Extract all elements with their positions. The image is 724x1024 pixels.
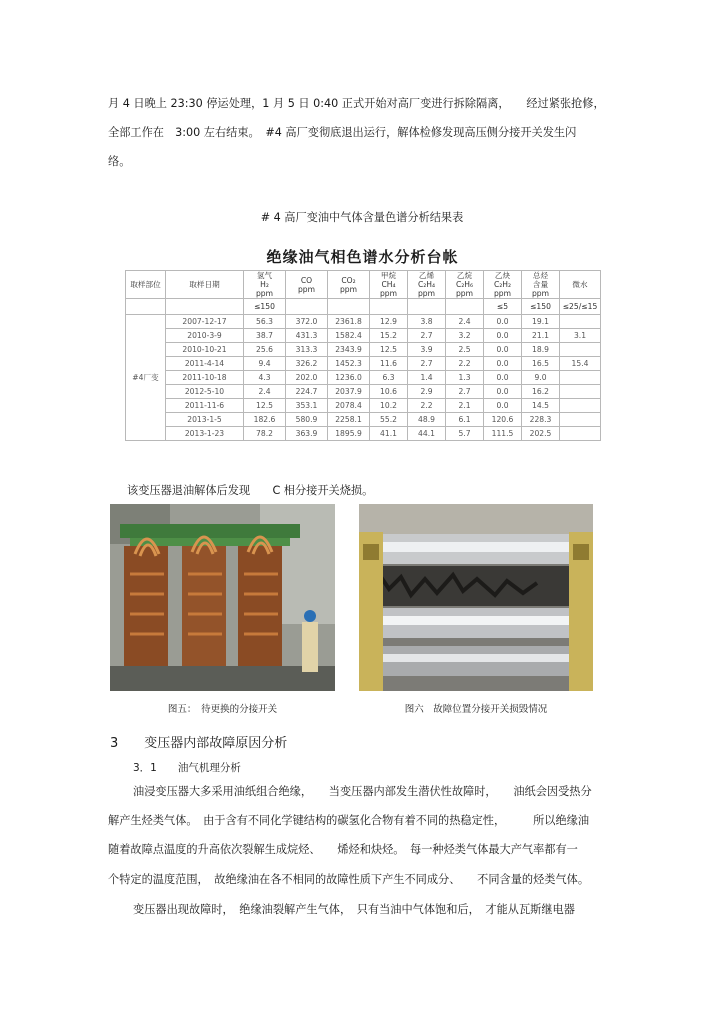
table-cell: 202.0 [286,371,328,385]
table-cell: 372.0 [286,315,328,329]
table-cell: 1236.0 [328,371,370,385]
table-cell: 48.9 [408,413,446,427]
table-cell: 56.3 [244,315,286,329]
section-3-para-line-4: 个特定的温度范围， 故绝缘油在各不相同的故障性质下产生不同成分、 不同含量的烃类气体。 [108,873,590,886]
table-row [126,343,601,357]
table-caption: # 4 高厂变油中气体含量色谱分析结果表 [260,211,464,224]
table-cell: 3.1 [560,329,601,343]
table-cell: 19.1 [522,315,560,329]
tap-changer-photo [110,504,335,691]
sample-date-cell: 2012-5-10 [166,385,244,399]
section-3-1-heading: 3．1 油气机理分析 [133,762,241,774]
table-cell: 6.1 [446,413,484,427]
table-row [126,371,601,385]
table-cell: 3.9 [408,343,446,357]
table-cell: 326.2 [286,357,328,371]
table-cell: 12.5 [244,399,286,413]
sample-date-cell: 2013-1-23 [166,427,244,441]
table-cell: 4.3 [244,371,286,385]
table-cell: 2.4 [446,315,484,329]
table-cell: 2.9 [408,385,446,399]
table-cell: 15.4 [560,357,601,371]
table-header-cell: 乙烯 C₂H₄ ppm [408,271,446,299]
table-limit-cell [446,299,484,315]
table-limit-cell [408,299,446,315]
table-limit-row [126,299,601,315]
after-table-text: 该变压器退油解体后发现 C 相分接开关烧损。 [127,484,374,497]
table-limit-cell: ≤150 [522,299,560,315]
table-cell: 6.3 [370,371,408,385]
table-cell: 11.6 [370,357,408,371]
table-cell: 18.9 [522,343,560,357]
table-cell: 2.7 [446,385,484,399]
table-cell [560,413,601,427]
table-row [126,357,601,371]
table-cell: 431.3 [286,329,328,343]
table-cell: 0.0 [484,385,522,399]
table-cell: 12.5 [370,343,408,357]
table-cell: 2.7 [408,329,446,343]
table-cell: 0.0 [484,357,522,371]
table-limit-cell: ≤5 [484,299,522,315]
section-3-para-line-5: 变压器出现故障时， 绝缘油裂解产生气体， 只有当油中气体饱和后， 才能从瓦斯继电器 [133,903,575,916]
table-row [126,315,601,329]
table-cell: 16.5 [522,357,560,371]
tap-changer-illustration [110,504,335,691]
table-cell: 224.7 [286,385,328,399]
table-cell: 9.0 [522,371,560,385]
table-title: 绝缘油气相色谱水分析台帐 [266,248,459,266]
table-row [126,427,601,441]
section-3-heading: 3 变压器内部故障原因分析 [110,736,288,751]
damaged-tap-changer-photo [359,504,593,691]
table-cell: 0.0 [484,371,522,385]
table-header-cell: 乙炔 C₂H₂ ppm [484,271,522,299]
gas-analysis-table [125,270,601,441]
table-cell: 2.7 [408,357,446,371]
table-limit-cell [166,299,244,315]
table-cell: 2.1 [446,399,484,413]
table-cell [560,427,601,441]
table-header-cell: CO ppm [286,271,328,299]
table-cell: 1.3 [446,371,484,385]
table-limit-cell: ≤25/≤15 [560,299,601,315]
table-header-cell: 总烃 含量 ppm [522,271,560,299]
table-cell: 15.2 [370,329,408,343]
table-cell: 182.6 [244,413,286,427]
table-limit-cell [328,299,370,315]
table-cell: 10.6 [370,385,408,399]
table-cell: 228.3 [522,413,560,427]
table-header-cell: 甲烷 CH₄ ppm [370,271,408,299]
intro-line-1: 月 4 日晚上 23:30 停运处理，1 月 5 日 0:40 正式开始对高厂变进行拆除隔离， 经过紧张抢修， [108,97,605,110]
figure-6-caption: 图六 故障位置分接开关损毁情况 [404,704,548,715]
table-cell: 3.2 [446,329,484,343]
table-cell: 1452.3 [328,357,370,371]
table-cell: 2361.8 [328,315,370,329]
table-cell: 3.8 [408,315,446,329]
table-cell: 202.5 [522,427,560,441]
sample-date-cell: 2011-11-6 [166,399,244,413]
table-cell: 12.9 [370,315,408,329]
table-cell: 2258.1 [328,413,370,427]
table-cell: 0.0 [484,343,522,357]
sample-date-cell: 2011-10-18 [166,371,244,385]
table-header-cell: CO₂ ppm [328,271,370,299]
table-cell: 21.1 [522,329,560,343]
table-cell: 2037.9 [328,385,370,399]
table-limit-cell [126,299,166,315]
table-row [126,399,601,413]
table-header-cell: 微水 [560,271,601,299]
table-cell: 25.6 [244,343,286,357]
table-cell: 580.9 [286,413,328,427]
table-cell: 16.2 [522,385,560,399]
sample-date-cell: 2010-3-9 [166,329,244,343]
table-cell [560,343,601,357]
table-cell [560,315,601,329]
table-cell: 363.9 [286,427,328,441]
table-cell: 2.4 [244,385,286,399]
sample-date-cell: 2007-12-17 [166,315,244,329]
table-cell: 78.2 [244,427,286,441]
table-cell: 1895.9 [328,427,370,441]
table-row [126,385,601,399]
table-cell: 41.1 [370,427,408,441]
table-limit-cell [286,299,328,315]
damaged-tap-changer-illustration [359,504,593,691]
gas-analysis-table-container [125,270,601,441]
table-cell: 9.4 [244,357,286,371]
table-row [126,329,601,343]
table-limit-cell: ≤150 [244,299,286,315]
table-cell: 2078.4 [328,399,370,413]
table-header-cell: 乙烷 C₂H₆ ppm [446,271,484,299]
table-row [126,413,601,427]
table-cell [560,371,601,385]
table-limit-cell [370,299,408,315]
section-3-para-line-2: 解产生烃类气体。 由于含有不同化学键结构的碳氢化合物有着不同的热稳定性， 所以绝缘油 [108,814,590,827]
table-cell: 0.0 [484,329,522,343]
table-cell: 38.7 [244,329,286,343]
intro-line-2: 全部工作在 3:00 左右结束。 #4 高厂变彻底退出运行，解体检修发现高压侧分接开关发生闪 [108,126,577,139]
table-cell: 1582.4 [328,329,370,343]
table-cell: 2.2 [446,357,484,371]
table-header-cell: 氢气 H₂ ppm [244,271,286,299]
table-cell: 120.6 [484,413,522,427]
table-cell: 44.1 [408,427,446,441]
table-cell: 2343.9 [328,343,370,357]
table-cell: 313.3 [286,343,328,357]
intro-line-3: 络。 [108,155,131,168]
section-3-para-line-3: 随着故障点温度的升高依次裂解生成烷烃、 烯烃和炔烃。 每一种烃类气体最大产气率都有一 [108,843,578,856]
table-cell: 2.2 [408,399,446,413]
table-cell: 55.2 [370,413,408,427]
sampling-location-cell: #4厂变 [126,315,166,441]
sample-date-cell: 2010-10-21 [166,343,244,357]
table-cell: 0.0 [484,315,522,329]
table-cell: 1.4 [408,371,446,385]
table-header-cell: 取样日期 [166,271,244,299]
table-cell: 14.5 [522,399,560,413]
table-cell [560,399,601,413]
sample-date-cell: 2013-1-5 [166,413,244,427]
figure-5-caption: 图五： 待更换的分接开关 [167,704,278,715]
table-cell: 353.1 [286,399,328,413]
table-cell: 0.0 [484,399,522,413]
table-header-row [126,271,601,299]
table-header-cell: 取样部位 [126,271,166,299]
table-cell: 5.7 [446,427,484,441]
table-cell: 10.2 [370,399,408,413]
table-cell [560,385,601,399]
sample-date-cell: 2011-4-14 [166,357,244,371]
table-cell: 111.5 [484,427,522,441]
table-cell: 2.5 [446,343,484,357]
section-3-para-line-1: 油浸变压器大多采用油纸组合绝缘， 当变压器内部发生潜伏性故障时， 油纸会因受热分 [133,785,592,798]
